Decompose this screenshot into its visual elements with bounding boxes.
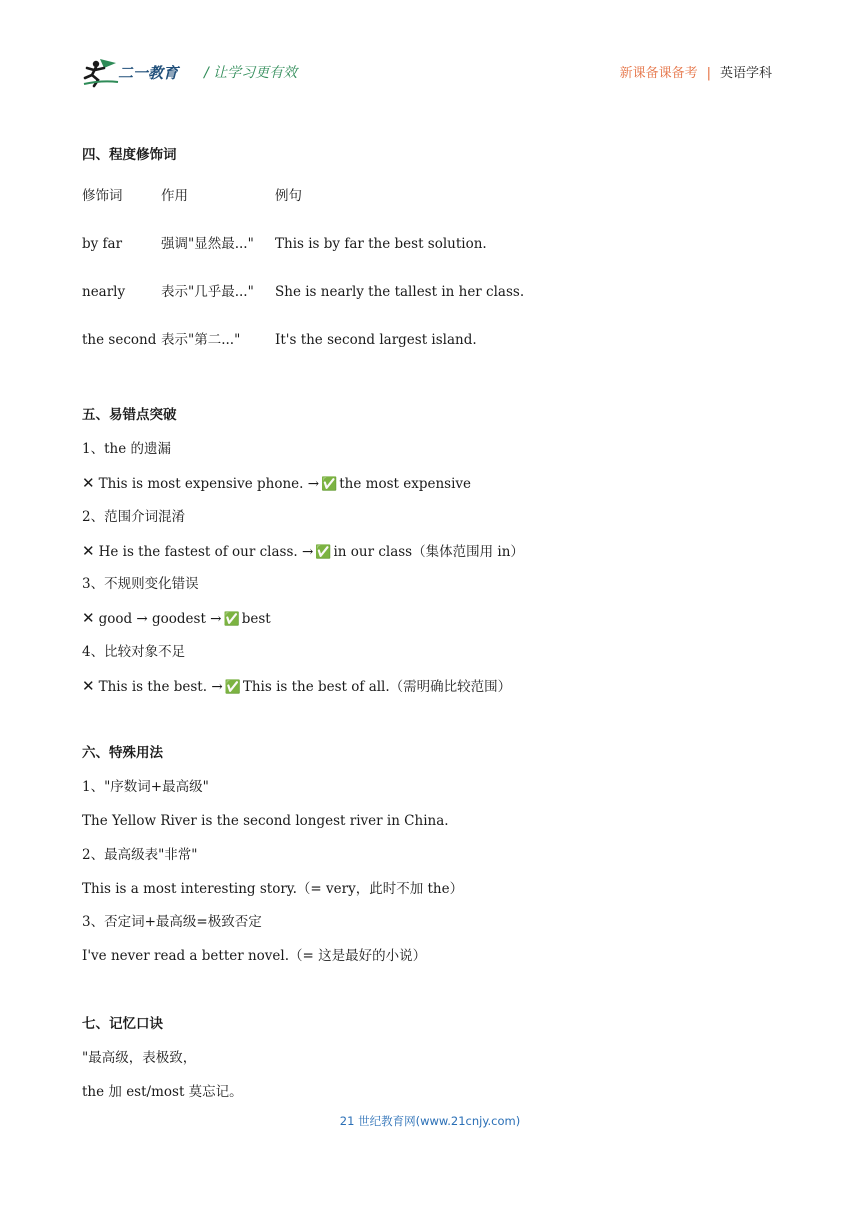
table-cell-word: the second <box>82 332 157 348</box>
cross-icon: ✕ <box>82 677 95 695</box>
usage-line: I've never read a better novel.（= 这是最好的小说） <box>82 948 427 964</box>
error-item-title: 4、比较对象不足 <box>82 644 186 660</box>
table-cell-word: by far <box>82 236 123 252</box>
section5-heading: 五、易错点突破 <box>82 407 177 423</box>
error-item-correction <box>82 677 511 697</box>
table-cell-example: It's the second largest island. <box>275 332 477 348</box>
table-cell-example: She is nearly the tallest in her class. <box>275 284 525 300</box>
section6-heading: 六、特殊用法 <box>82 745 163 761</box>
wrong-text: This is most expensive phone. → <box>98 476 320 492</box>
check-icon: ✅ <box>315 545 332 560</box>
table-header-word: 修饰词 <box>82 188 123 204</box>
error-item-title: 3、不规则变化错误 <box>82 576 199 592</box>
check-icon: ✅ <box>224 680 241 695</box>
section7-heading: 七、记忆口诀 <box>82 1016 163 1032</box>
slogan: / 让学习更有效 <box>204 65 298 81</box>
right-text: in our class（集体范围用 in） <box>333 544 524 560</box>
table-cell-example: This is by far the best solution. <box>275 236 487 252</box>
right-text: This is the best of all.（需明确比较范围） <box>242 679 512 695</box>
usage-line: 2、最高级表"非常" <box>82 847 198 863</box>
table-cell-role: 表示"第二..." <box>161 332 241 348</box>
usage-line: 3、否定词+最高级=极致否定 <box>82 914 262 930</box>
logo-text: 二一教育 <box>118 64 179 82</box>
page-footer: 21 世纪教育网(www.21cnjy.com) <box>339 1114 521 1128</box>
table-header-example: 例句 <box>275 188 302 204</box>
error-item-title: 1、the 的遗漏 <box>82 441 171 457</box>
usage-line: This is a most interesting story.（= very，此时不加 the） <box>82 881 464 897</box>
table-cell-role: 强调"显然最..." <box>161 236 254 252</box>
check-icon: ✅ <box>223 612 240 627</box>
cross-icon: ✕ <box>82 542 95 560</box>
header-separator: | <box>706 66 711 81</box>
wrong-text: good → goodest → <box>98 611 222 627</box>
mnemonic-line: the 加 est/most 莫忘记。 <box>82 1084 243 1100</box>
error-item-title: 2、范围介词混淆 <box>82 509 186 525</box>
mnemonic-line: "最高级，表极致， <box>82 1050 197 1066</box>
table-cell-word: nearly <box>82 284 126 300</box>
usage-line: The Yellow River is the second longest river in China. <box>82 813 449 829</box>
subject-label: 英语学科 <box>719 66 772 81</box>
usage-line: 1、"序数词+最高级" <box>82 779 209 795</box>
right-text: best <box>241 611 271 627</box>
cross-icon: ✕ <box>82 609 95 627</box>
wrong-text: This is the best. → <box>98 679 223 695</box>
header-course-info <box>620 62 772 81</box>
right-text: the most expensive <box>339 476 472 492</box>
error-item-correction <box>82 474 471 494</box>
wrong-text: He is the fastest of our class. → <box>98 544 314 560</box>
error-item-correction <box>82 609 271 629</box>
check-icon: ✅ <box>321 477 338 492</box>
error-item-correction <box>82 542 524 562</box>
table-cell-role: 表示"几乎最..." <box>161 284 254 300</box>
section4-heading: 四、程度修饰词 <box>82 147 177 163</box>
cross-icon: ✕ <box>82 474 95 492</box>
page-header <box>0 0 860 100</box>
table-header-role: 作用 <box>161 188 188 204</box>
course-label: 新课备课备考 <box>619 66 698 81</box>
